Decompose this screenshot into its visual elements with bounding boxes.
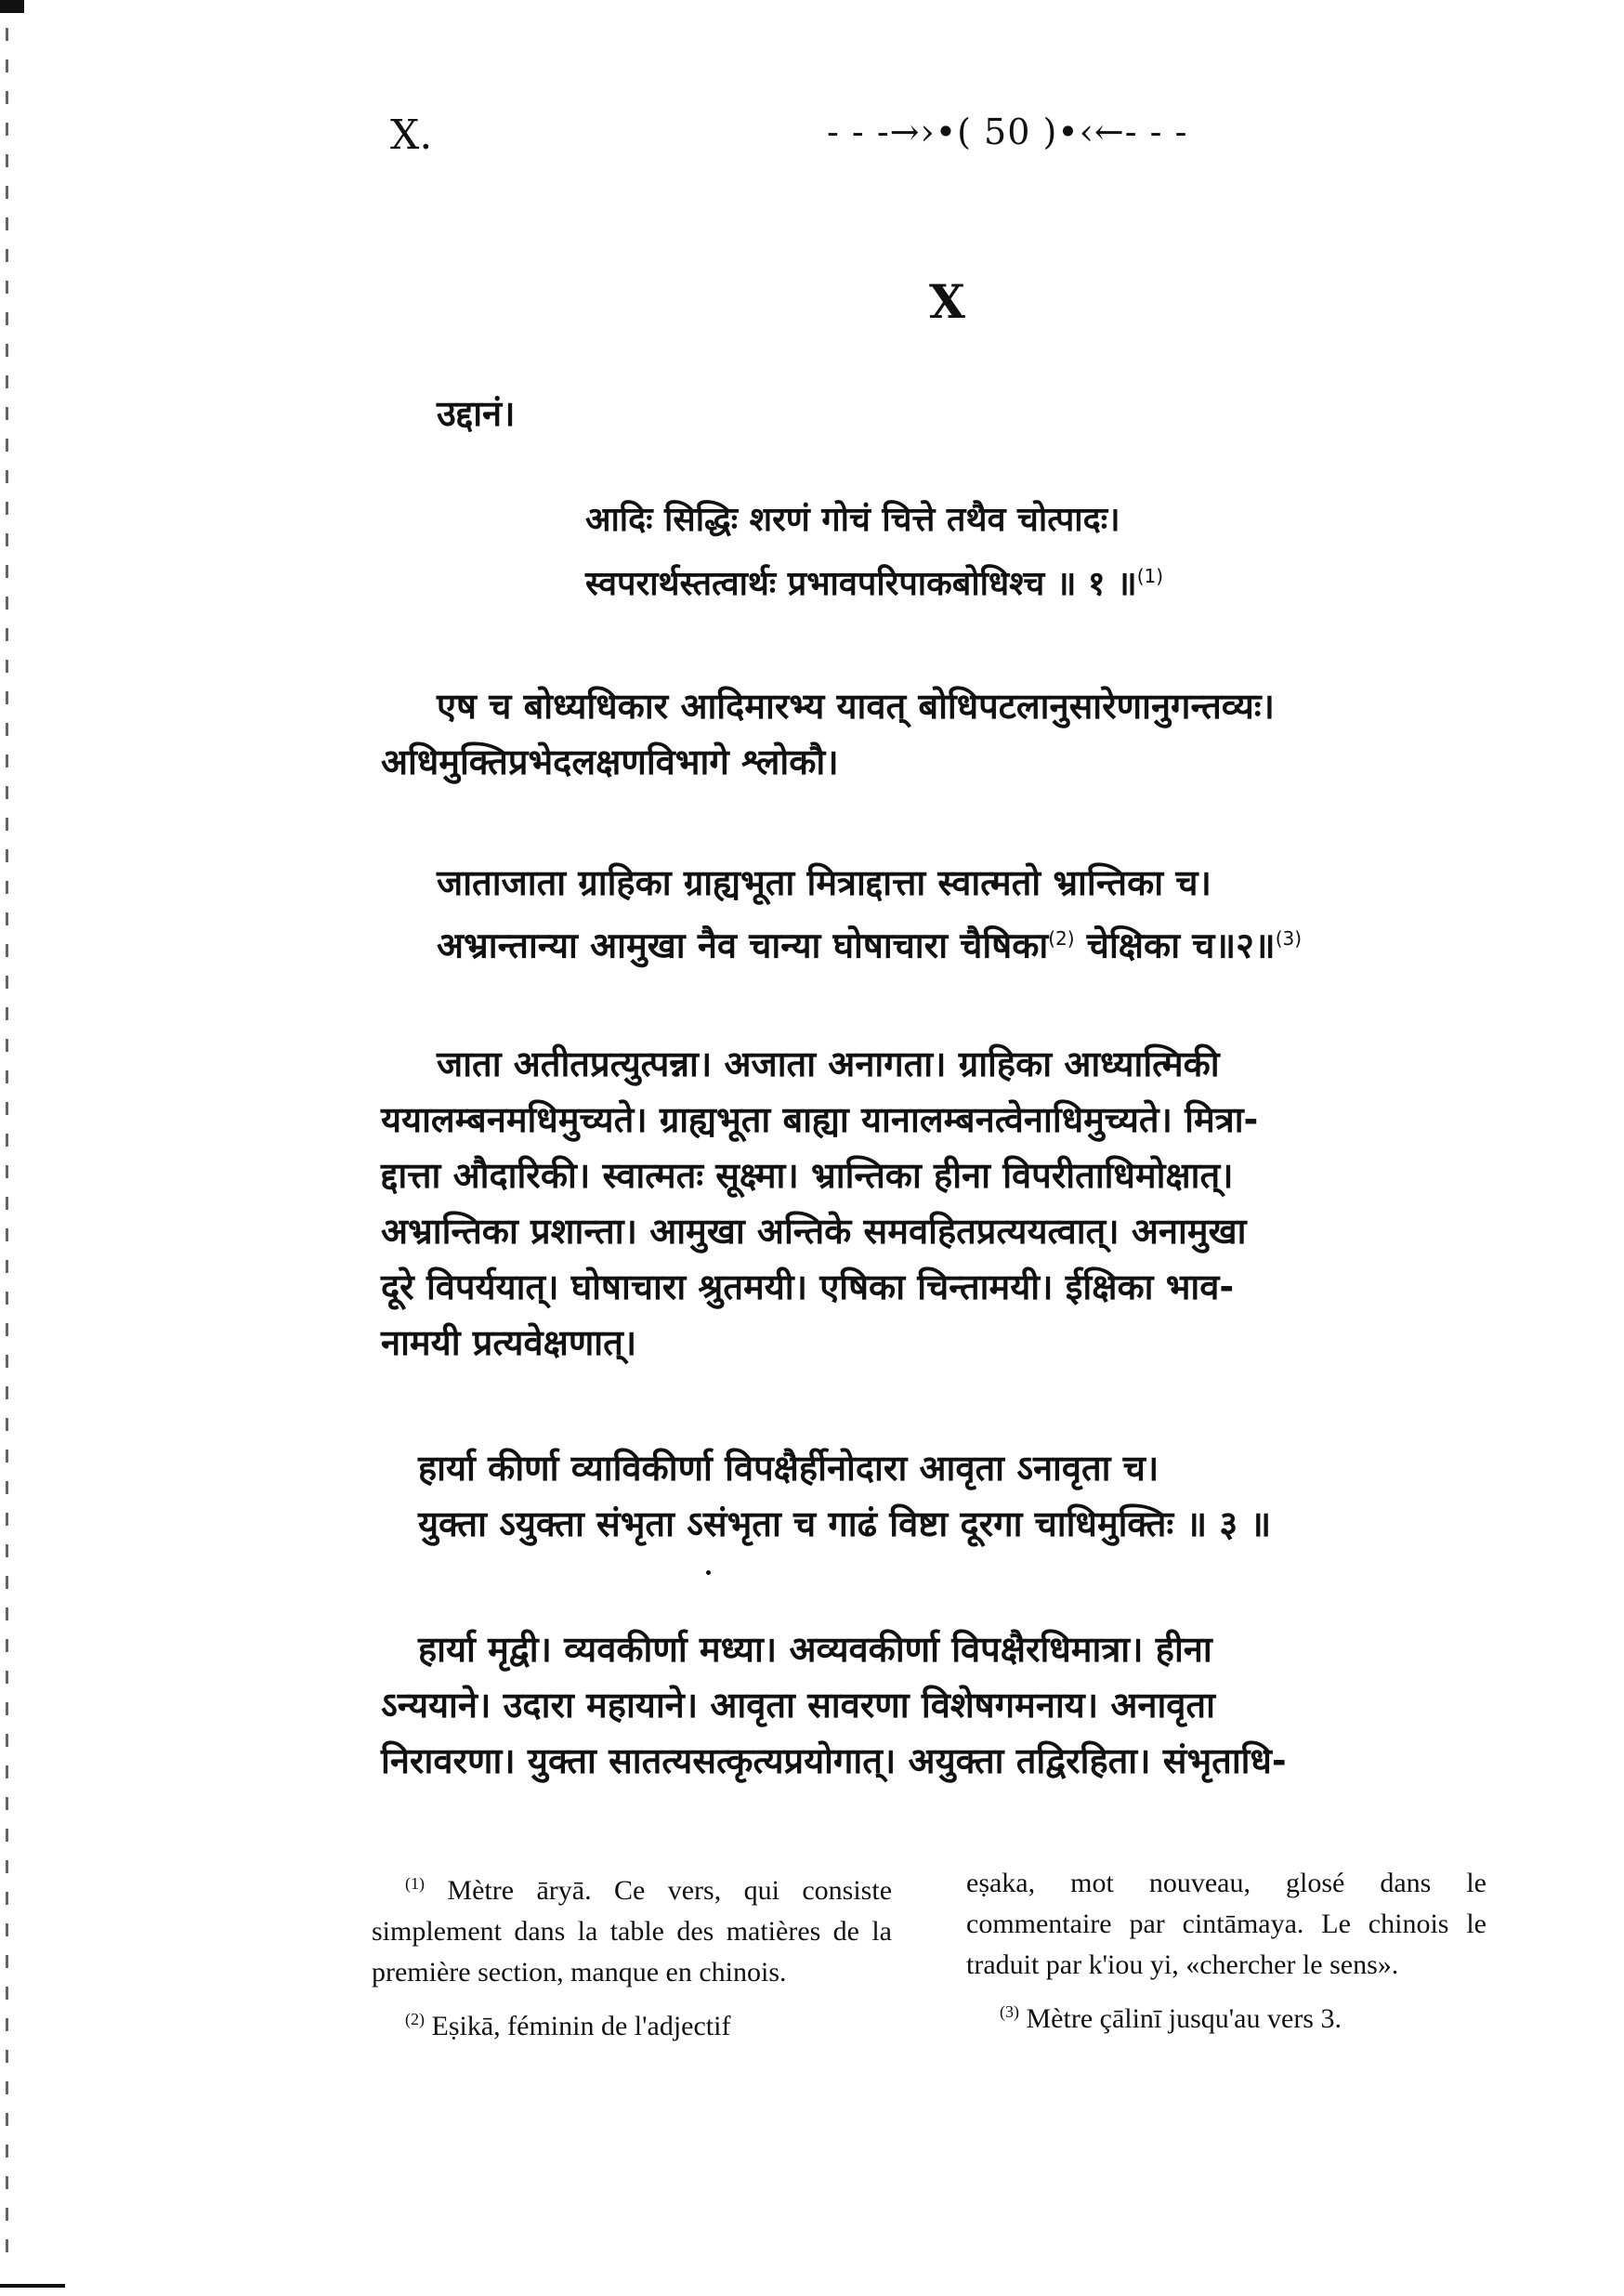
scan-bottom-mark bbox=[0, 2284, 65, 2288]
scan-corner-mark bbox=[0, 0, 24, 13]
para2-line3: द्दात्ता औदारिकी। स्वात्मतः सूक्ष्मा। भ्रान्तिका हीना विपरीताधिमोक्षात्। bbox=[381, 1155, 1234, 1196]
verse1-line1: आदिः सिद्धिः शरणं गोचं चित्ते तथैव चोत्पादः। bbox=[585, 501, 1120, 539]
footnote-2 bbox=[372, 1999, 892, 2047]
uddana-label: उद्दानं। bbox=[437, 393, 516, 434]
footnotes-right-column bbox=[966, 1863, 1486, 2045]
footnote-1-mark: (1) bbox=[405, 1874, 425, 1893]
footnote-2-mark: (2) bbox=[405, 2010, 425, 2028]
verse2-line2 bbox=[437, 915, 1302, 969]
verse3-line2: युक्ता ऽयुक्ता संभृता ऽसंभृता च गाढं विष्टा दूरगा चाधिमुक्तिः ॥ ३ ॥ bbox=[418, 1503, 1272, 1544]
footnotes-left-column bbox=[372, 1863, 892, 2053]
para2-line6: नामयी प्रत्यवेक्षणात्। bbox=[381, 1322, 637, 1363]
footnote-1 bbox=[372, 1863, 892, 1993]
footnote-2-text: Eṣikā, féminin de l'adjectif bbox=[431, 2011, 731, 2041]
para1-line1: एष च बोध्यधिकार आदिमारभ्य यावत् बोधिपटलानुसारेणानुगन्तव्यः। bbox=[437, 686, 1275, 727]
footnote-ref-3: (3) bbox=[1275, 927, 1303, 950]
verse3-line1: हार्या कीर्णा व्याविकीर्णा विपक्षैर्हीनोदारा आवृता ऽनावृता च। bbox=[418, 1448, 1159, 1489]
footnote-2-continued: eṣaka, mot nouveau, glosé dans le commentaire par cintāmaya. Le chinois le traduit par k'iou yi, «chercher le sens». bbox=[966, 1868, 1486, 1980]
footnote-ref-2: (2) bbox=[1048, 927, 1075, 950]
verse1-line2 bbox=[585, 553, 1163, 608]
verse2-line2-part1: अभ्रान्तान्या आमुखा नैव चान्या घोषाचारा चैषिका bbox=[437, 925, 1049, 966]
footnote-3 bbox=[966, 1991, 1486, 2040]
para2-line4: अभ्रान्तिका प्रशान्ता। आमुखा अन्तिके समवहितप्रत्ययत्वात्। अनामुखा bbox=[381, 1211, 1247, 1252]
para3-line3: निरावरणा। युक्ता सातत्यसत्कृत्यप्रयोगात्। अयुक्ता तद्विरहिता। संभृताधि- bbox=[381, 1740, 1287, 1781]
footnote-1-text: Mètre āryā. Ce vers, qui consiste simplement dans la table des matières de la première section, manque en chinois. bbox=[372, 1875, 893, 1988]
running-head-section: X. bbox=[390, 112, 433, 159]
stray-dot bbox=[706, 1570, 711, 1575]
verse1-line2-text: स्वपरार्थस्तत्वार्थः प्रभावपरिपाकबोधिश्च ॥ १ ॥ bbox=[585, 565, 1137, 603]
para3-line2: ऽन्ययाने। उदारा महायाने। आवृता सावरणा विशेषगमनाय। अनावृता bbox=[381, 1685, 1215, 1725]
para2-line5: दूरे विपर्ययात्। घोषाचारा श्रुतमयी। एषिका चिन्तामयी। ईक्षिका भाव- bbox=[381, 1266, 1235, 1307]
section-title: X bbox=[929, 274, 965, 329]
para3-line1: हार्या मृद्वी। व्यवकीर्णा मध्या। अव्यवकीर्णा विपक्षैरधिमात्रा। हीना bbox=[418, 1629, 1212, 1670]
footnote-3-mark: (3) bbox=[1000, 2002, 1019, 2021]
para1-line2: अधिमुक्तिप्रभेदलक्षणविभागे श्लोकौ। bbox=[381, 741, 839, 782]
verse2-line1: जाताजाता ग्राहिका ग्राह्यभूता मित्राद्दात्ता स्वात्मतो भ्रान्तिका च। bbox=[437, 862, 1211, 903]
footnote-3-text: Mètre çālinī jusqu'au vers 3. bbox=[1026, 2003, 1342, 2034]
page-number: - - -→›•( 50 )•‹←- - - bbox=[827, 112, 1188, 152]
verse2-line2-part2: चेक्षिका च॥२॥ bbox=[1074, 925, 1276, 966]
para2-line2: ययालम्बनमधिमुच्यते। ग्राह्यभूता बाह्या यानालम्बनत्वेनाधिमुच्यते। मित्रा- bbox=[381, 1099, 1259, 1140]
footnote-ref-1: (1) bbox=[1136, 565, 1164, 587]
para2-line1: जाता अतीतप्रत्युत्पन्ना। अजाता अनागता। ग्राहिका आध्यात्मिकी bbox=[437, 1043, 1220, 1084]
scan-margin-marks bbox=[6, 28, 8, 2258]
